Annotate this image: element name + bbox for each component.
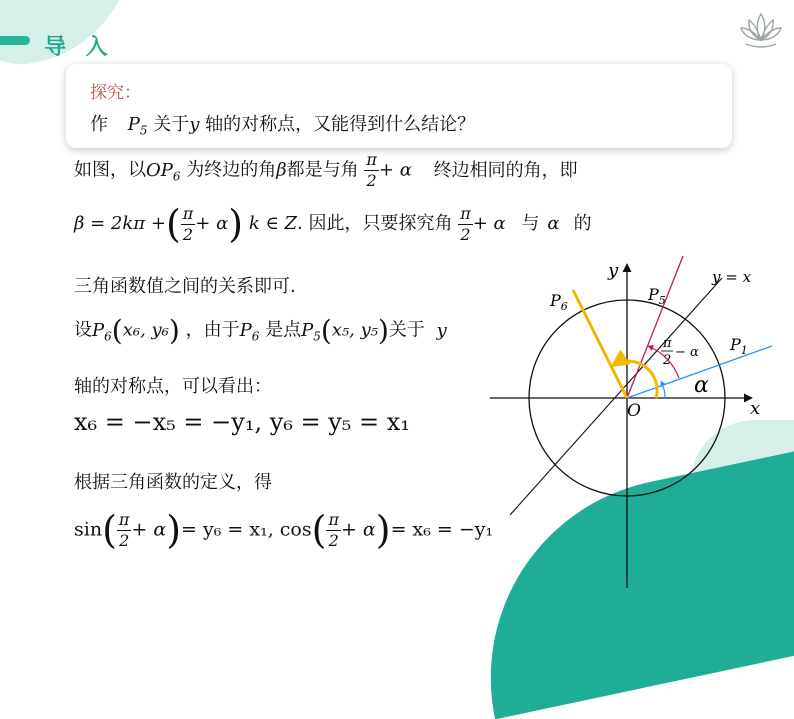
body-line-6: x₆ = −x₅ = −y₁, y₆ = y₅ = x₁ bbox=[74, 408, 410, 436]
label-alpha: α bbox=[694, 373, 709, 398]
svg-text:2: 2 bbox=[663, 353, 672, 368]
label-p5: $P_5$ bbox=[648, 285, 666, 307]
angle-arc-p1 bbox=[661, 381, 665, 398]
lotus-logo-icon bbox=[738, 10, 784, 50]
callout-question bbox=[90, 110, 475, 138]
label-diagonal: y = x bbox=[712, 268, 752, 286]
segment-op6: $OP_6$ bbox=[146, 159, 181, 184]
unit-circle-diagram bbox=[480, 250, 780, 590]
callout-text: 关于 bbox=[153, 114, 190, 135]
ray-p6 bbox=[573, 290, 627, 398]
callout-text: 作 bbox=[90, 114, 108, 135]
label-y-axis: y bbox=[608, 260, 619, 281]
callout-heading: 探究： bbox=[90, 83, 141, 103]
label-angle-pi-over-2-minus-alpha bbox=[661, 336, 699, 368]
label-p6: $P_6$ bbox=[550, 291, 568, 313]
label-x-axis: x bbox=[750, 398, 761, 419]
svg-text:− α: − α bbox=[675, 345, 699, 360]
fraction-pi-over-2: $\frac{\pi}{2}$ bbox=[366, 150, 377, 190]
label-origin: O bbox=[627, 401, 641, 421]
exploration-callout bbox=[66, 64, 732, 148]
body-line-3: 三角函数值之间的关系即可. bbox=[74, 276, 296, 297]
axis-y: y bbox=[189, 114, 200, 135]
callout-text: 轴的对称点，又能得到什么结论？ bbox=[205, 114, 476, 135]
title-accent-bar bbox=[0, 36, 30, 45]
label-p1: $P_1$ bbox=[730, 335, 748, 357]
body-line-7: 根据三角函数的定义，得 bbox=[74, 472, 272, 493]
body-line-5: 轴的对称点，可以看出： bbox=[74, 376, 272, 397]
section-title: 导 入 bbox=[44, 35, 114, 60]
body-line-4: 设$P_6(x_6$, y₆) ，由于$P_6$ 是点$P_5(x_5$, y₅)关于 y bbox=[74, 314, 447, 347]
point-p5: $P_5$ bbox=[127, 114, 148, 138]
svg-text:π: π bbox=[663, 336, 672, 351]
body-line-1: 如图，以$OP_6$ 为终边的角β都是与角 $\frac{\pi}{2}$ + α 终边相同的角，即 bbox=[74, 150, 578, 190]
body-line-2: β = 2kπ +( $\frac{\pi}{2}$ + α) k ∈ Z. 因此，只要探究角 $\frac{\pi}{2}$ + α 与 α 的 bbox=[74, 202, 592, 246]
diagonal-line bbox=[510, 278, 722, 515]
body-line-8: sin( $\frac{\pi}{2}$ + α)= y₆ = x₁, cos( $\frac{\pi}{2}$ + α)= x₆ = −y₁ bbox=[74, 508, 494, 552]
